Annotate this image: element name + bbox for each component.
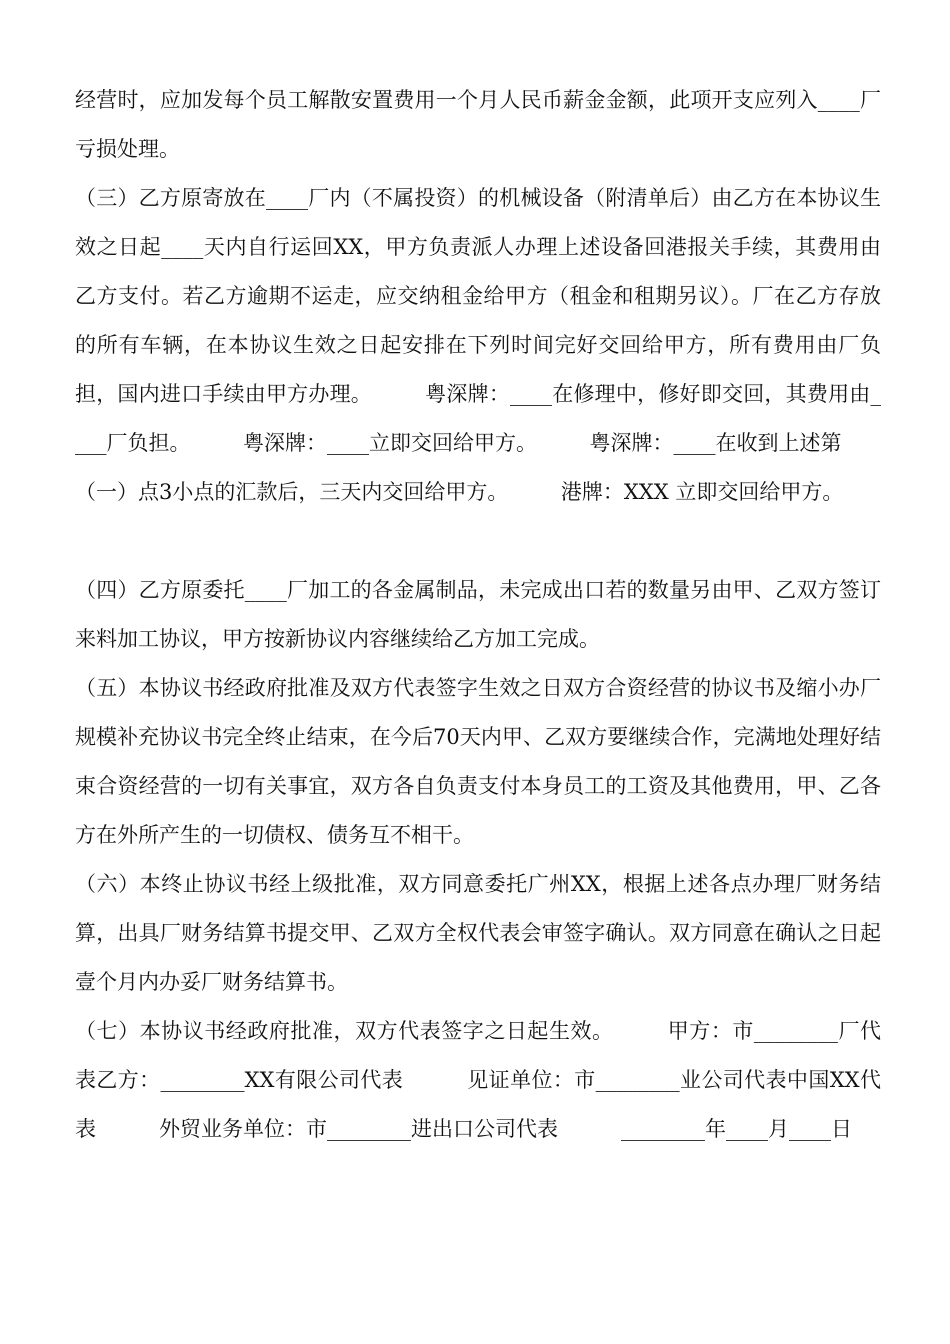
- document-page: [75, 76, 881, 1154]
- paragraph-section-4: （四）乙方原委托____厂加工的各金属制品，未完成出口若的数量另由甲、乙双方签订来料加工协议，甲方按新协议内容继续给乙方加工完成。: [75, 578, 881, 651]
- blank-line: [75, 517, 881, 566]
- paragraph-section-7-signatures: （七）本协议书经政府批准，双方代表签字之日起生效。 甲方：市________厂代表乙方：________XX有限公司代表 见证单位：市________业公司代表中国XX代表 外贸业务单位：市________进出口公司代表 ________年____月____日: [75, 1019, 881, 1141]
- paragraph-severance: 经营时，应加发每个员工解散安置费用一个月人民币薪金金额，此项开支应列入____厂亏损处理。: [75, 88, 881, 161]
- paragraph-section-6: （六）本终止协议书经上级批准，双方同意委托广州XX，根据上述各点办理厂财务结算，出具厂财务结算书提交甲、乙双方全权代表会审签字确认。双方同意在确认之日起壹个月内办妥厂财务结算书。: [75, 872, 881, 994]
- paragraph-section-5: （五）本协议书经政府批准及双方代表签字生效之日双方合资经营的协议书及缩小办厂规模补充协议书完全终止结束，在今后70天内甲、乙双方要继续合作，完满地处理好结束合资经营的一切有关事宜，双方各自负责支付本身员工的工资及其他费用，甲、乙各方在外所产生的一切债权、债务互不相干。: [75, 676, 881, 847]
- paragraph-item-1: （一）点3小点的汇款后，三天内交回给甲方。 港牌：XXX 立即交回给甲方。: [75, 480, 844, 504]
- paragraph-section-3: （三）乙方原寄放在____厂内（不属投资）的机械设备（附清单后）由乙方在本协议生效之日起____天内自行运回XX，甲方负责派人办理上述设备回港报关手续，其费用由乙方支付。若乙方逾期不运走，应交纳租金给甲方（租金和租期另议）。厂在乙方存放的所有车辆，在本协议生效之日起安排在下列时间完好交回给甲方，所有费用由厂负担，国内进口手续由甲方办理。 粤深牌：____在修理中，修好即交回，其费用由____厂负担。 粤深牌：____立即交回给甲方。 粤深牌：____在收到上述第: [75, 186, 881, 455]
